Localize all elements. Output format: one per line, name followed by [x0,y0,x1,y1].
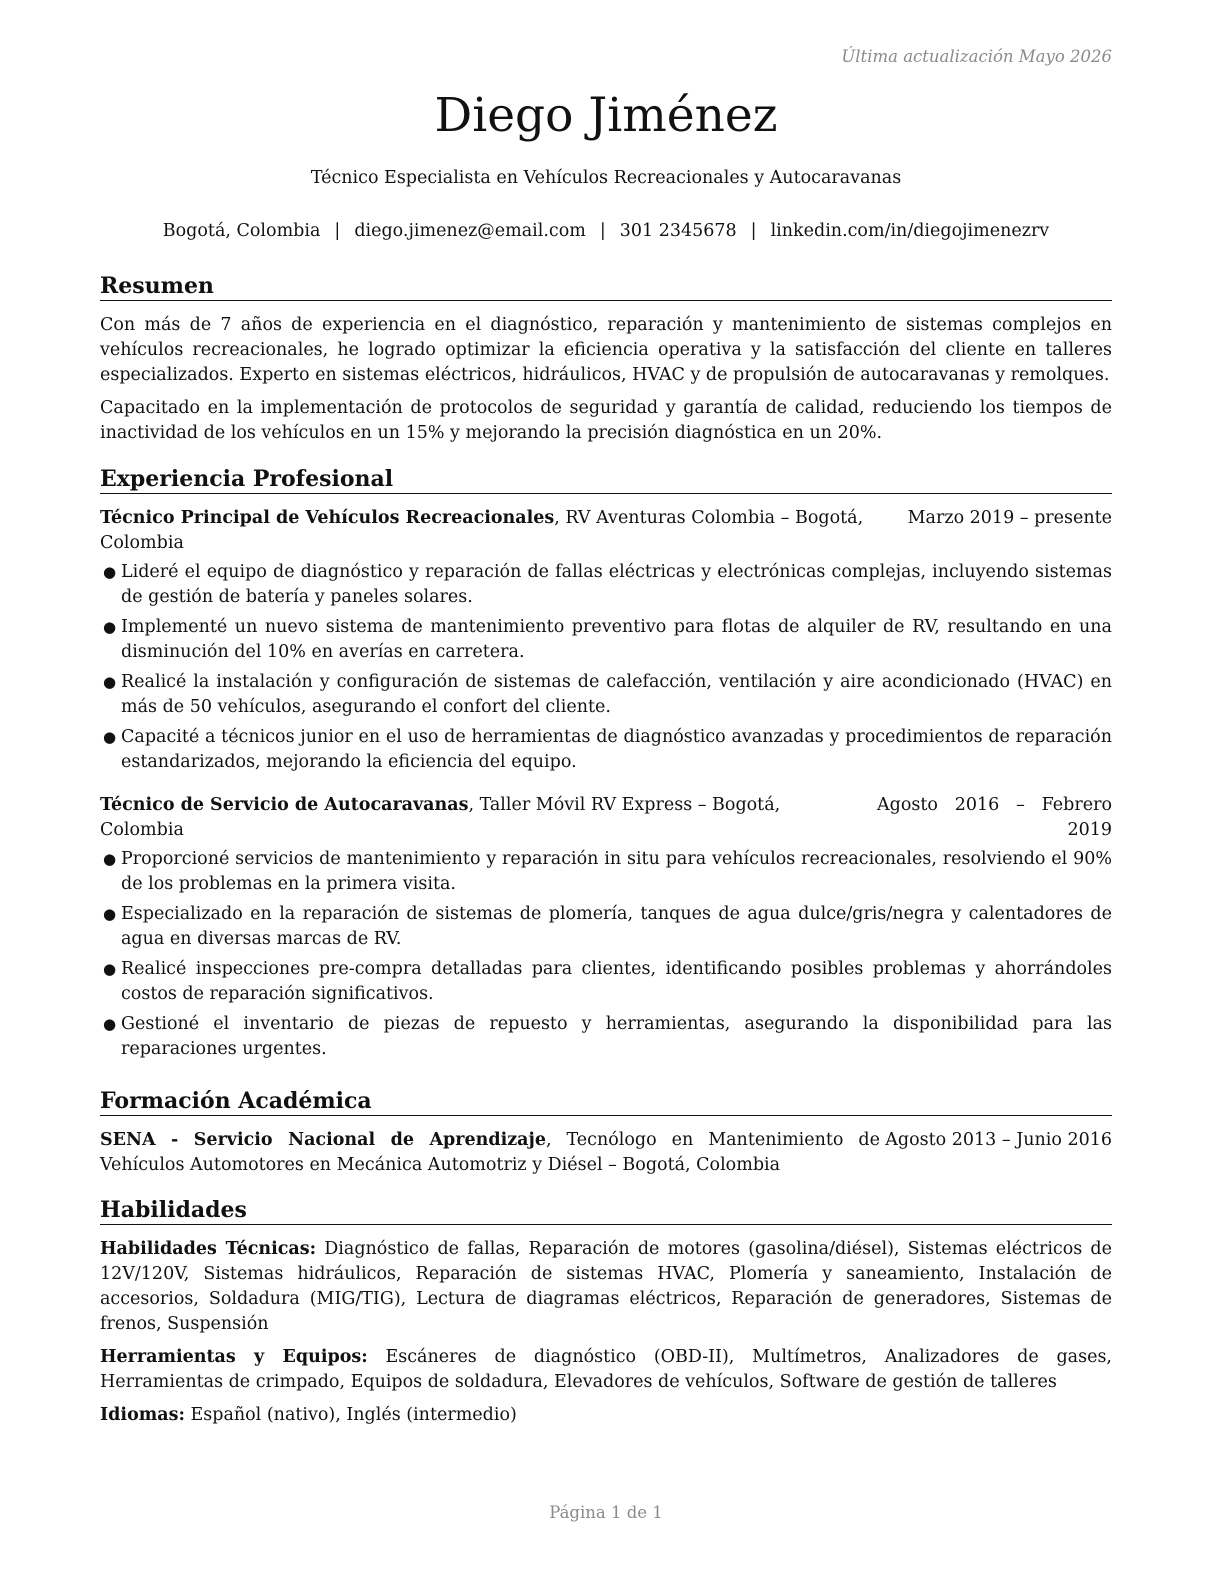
contact-line [100,219,1112,244]
education-dates: Agosto 2013 – Junio 2016 [885,1130,1112,1150]
skill-group [100,1345,1112,1395]
job-bullets [100,847,1112,1062]
contact-separator: | [750,221,757,241]
job-dates: Agosto 2016 – Febrero 2019 [877,795,1112,840]
last-updated: Última actualización Mayo 2026 [841,47,1112,66]
contact-separator: | [599,221,606,241]
bullet-icon: ● [103,618,117,636]
list-item: ● Proporcioné servicios de mantenimiento y reparación in situ para vehículos recreacionales, resolviendo el 90% de los problemas en la primera visita. [103,849,1112,894]
section-title-summary: Resumen [100,272,1112,301]
job-bullets [100,560,1112,775]
skill-group-text: Diagnóstico de fallas, Reparación de motores (gasolina/diésel), Sistemas eléctricos de 12V/120V, Sistemas hidráulicos, Reparación de sistemas HVAC, Plomería y saneamiento, Instalación de accesorios, Soldadura (MIG/TIG), Lectura de diagramas eléctricos, Reparación de generadores, Sistemas de frenos, Suspensión [100,1239,1112,1334]
education-line [100,1128,880,1178]
job-role: Técnico Principal de Vehículos Recreacionales [100,508,555,528]
job-entry [100,793,1112,1062]
skill-group-label: Herramientas y Equipos: [100,1347,368,1367]
contact-location: Bogotá, Colombia [162,221,321,241]
summary-section [100,272,1112,454]
education-program: , Tecnólogo en Mantenimiento de Vehículos Automotores en Mecánica Automotriz y Diésel – Bogotá, Colombia [100,1130,880,1175]
skill-group-text: Escáneres de diagnóstico (OBD-II), Multímetros, Analizadores de gases, Herramientas de crimpado, Equipos de soldadura, Elevadores de vehículos, Software de gestión de talleres [100,1347,1112,1392]
bullet-icon: ● [103,850,117,868]
skill-group [100,1237,1112,1337]
contact-phone[interactable]: 301 2345678 [619,221,737,241]
contact-separator: | [334,221,341,241]
contact-email[interactable]: diego.jimenez@email.com [354,221,586,241]
bullet-icon: ● [103,728,117,746]
bullet-icon: ● [103,1015,117,1033]
education-section [100,1087,1112,1178]
job-header [100,506,1112,556]
summary-paragraph: Con más de 7 años de experiencia en el diagnóstico, reparación y mantenimiento de sistemas complejos en vehículos recreacionales, he logrado optimizar la eficiencia operativa y la satisfacción del cliente en talleres especializados. Experto en sistemas eléctricos, hidráulicos, HVAC y de propulsión de autocaravanas y remolques. [100,315,1112,385]
skill-group-label: Habilidades Técnicas: [100,1239,317,1259]
job-role-line [100,793,860,843]
job-role: Técnico de Servicio de Autocaravanas [100,795,469,815]
job-header [100,793,1112,843]
skills-section [100,1196,1112,1436]
list-item: ● Realicé inspecciones pre-compra detalladas para clientes, identificando posibles problemas y ahorrándoles costos de reparación significativos. [103,959,1112,1004]
bullet-icon: ● [103,673,117,691]
list-item: ● Realicé la instalación y configuración de sistemas de calefacción, ventilación y aire acondicionado (HVAC) en más de 50 vehículos, asegurando el confort del cliente. [103,672,1112,717]
job-dates: Marzo 2019 – presente [907,508,1112,528]
skill-group-text: Español (nativo), Inglés (intermedio) [184,1405,517,1425]
list-item: ● Gestioné el inventario de piezas de repuesto y herramientas, asegurando la disponibilidad para las reparaciones urgentes. [103,1014,1112,1059]
page-number: Página 1 de 1 [549,1503,663,1522]
candidate-title: Técnico Especialista en Vehículos Recreacionales y Autocaravanas [310,168,902,188]
job-role-line [100,506,890,556]
skill-group-label: Idiomas: [100,1405,185,1425]
skill-group [100,1403,1112,1428]
list-item: ● Lideré el equipo de diagnóstico y reparación de fallas eléctricas y electrónicas complejas, incluyendo sistemas de gestión de batería y paneles solares. [103,562,1112,607]
bullet-icon: ● [103,960,117,978]
job-entry [100,506,1112,775]
list-item: ● Capacité a técnicos junior en el uso de herramientas de diagnóstico avanzadas y procedimientos de reparación estandarizados, mejorando la eficiencia del equipo. [103,727,1112,772]
list-item: ● Especializado en la reparación de sistemas de plomería, tanques de agua dulce/gris/negra y calentadores de agua en diversas marcas de RV. [103,904,1112,949]
contact-linkedin[interactable]: linkedin.com/in/diegojimenezrv [770,221,1050,241]
section-title-experience: Experiencia Profesional [100,465,1112,494]
experience-section [100,465,1112,1067]
education-entry [100,1128,1112,1178]
job-company: , RV Aventuras Colombia – Bogotá, Colombia [100,508,864,553]
bullet-icon: ● [103,563,117,581]
bullet-icon: ● [103,905,117,923]
education-institution: SENA - Servicio Nacional de Aprendizaje [100,1130,546,1150]
job-company: , Taller Móvil RV Express – Bogotá, Colombia [100,795,781,840]
candidate-name: Diego Jiménez [434,88,778,143]
summary-paragraph: Capacitado en la implementación de protocolos de seguridad y garantía de calidad, reduciendo los tiempos de inactividad de los vehículos en un 15% y mejorando la precisión diagnóstica en un 20%. [100,398,1112,443]
section-title-education: Formación Académica [100,1087,1112,1116]
list-item: ● Implementé un nuevo sistema de mantenimiento preventivo para flotas de alquiler de RV, resultando en una disminución del 10% en averías en carretera. [103,617,1112,662]
section-title-skills: Habilidades [100,1196,1112,1225]
